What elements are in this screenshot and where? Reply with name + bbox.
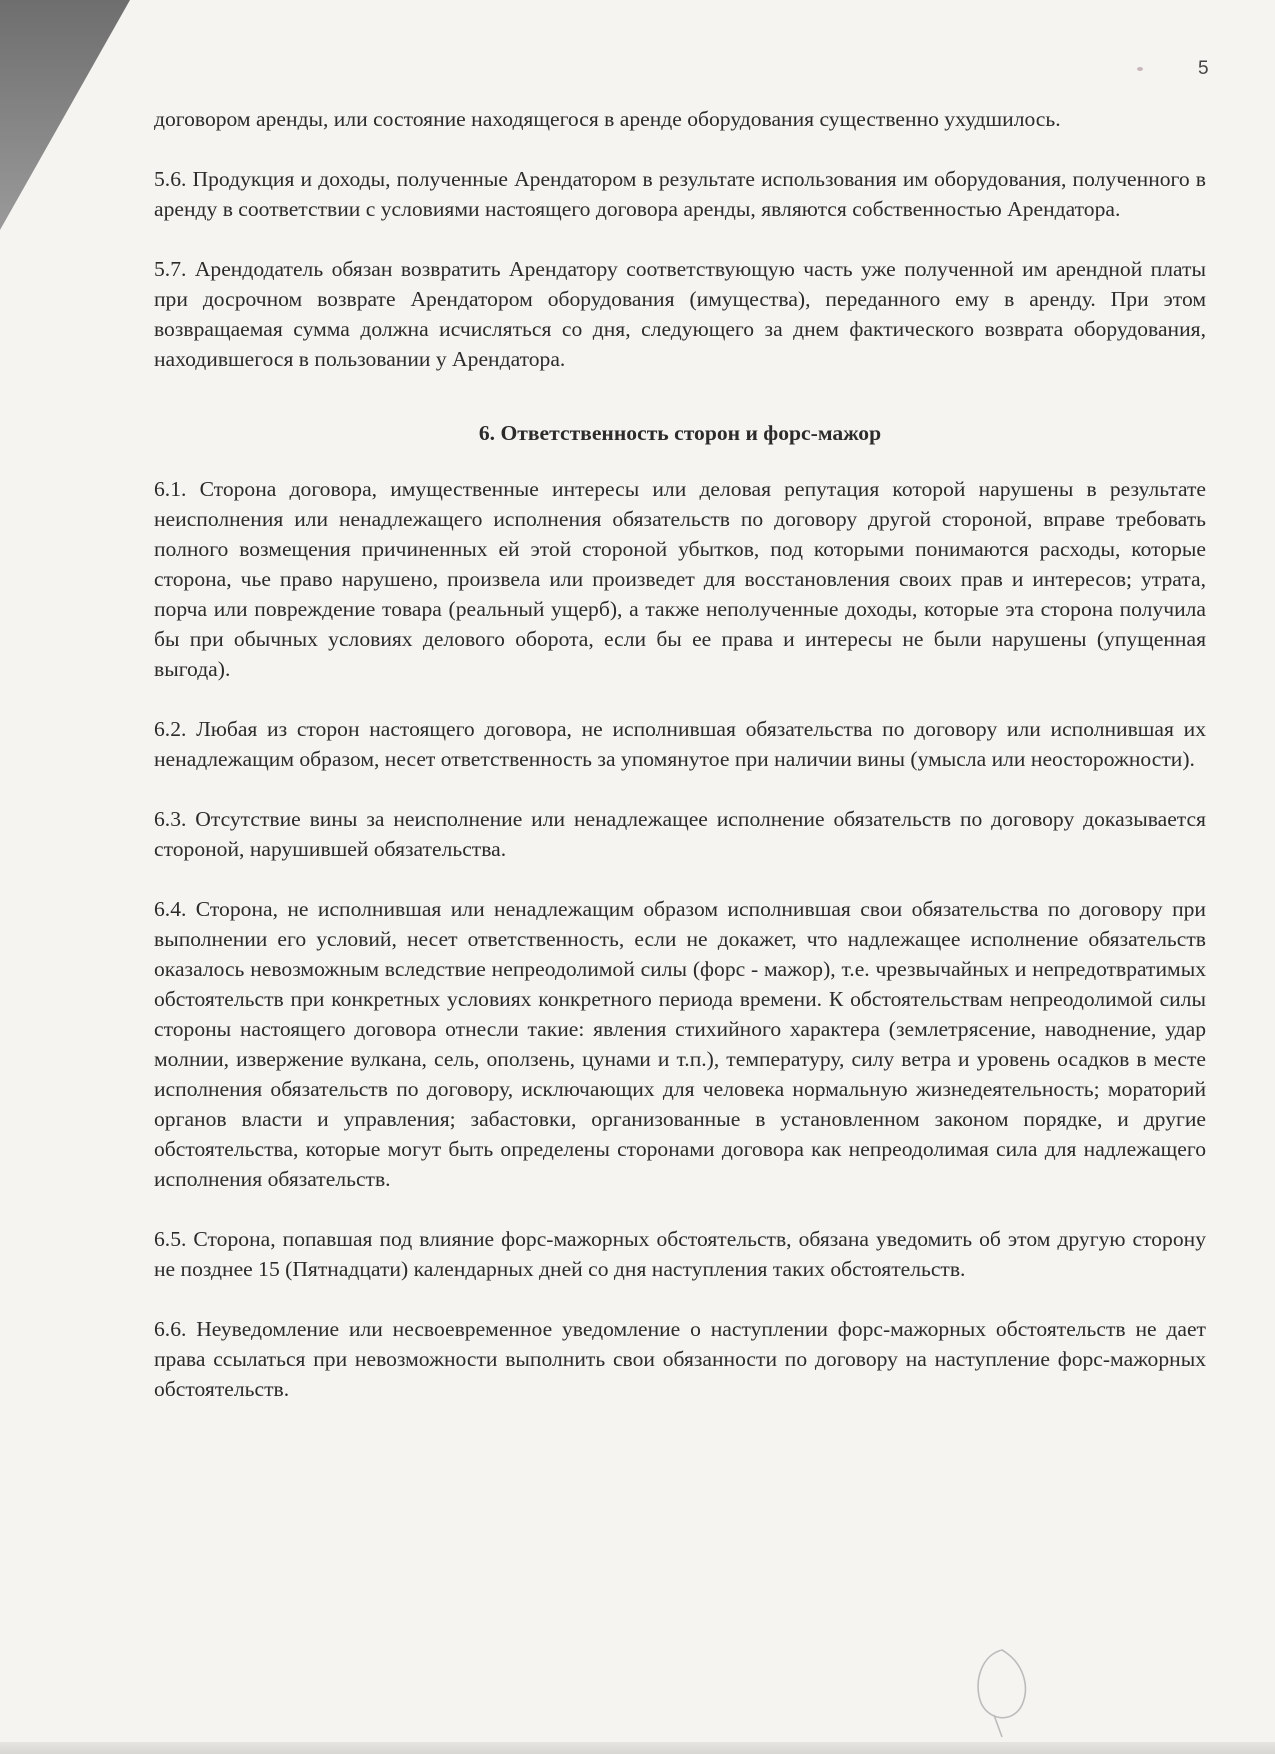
document-body — [154, 104, 1206, 1404]
paragraph-6-1: 6.1. Сторона договора, имущественные интересы или деловая репутация которой нарушены в результате неисполнения или ненадлежащего исполнения обязательств по договору другой стороной, вправе требовать полного возмещения причиненных ей этой стороной убытков, под которыми понимаются расходы, которые сторона, чье право нарушено, произвела или произведет для восстановления своих прав и интересов; утрата, порча или повреждение товара (реальный ущерб), а также неполученные доходы, которые эта сторона получила бы при обычных условиях делового оборота, если бы ее права и интересы не были нарушены (упущенная выгода). — [154, 477, 1206, 681]
scan-speck — [1137, 67, 1143, 71]
paragraph-6-2: 6.2. Любая из сторон настоящего договора, не исполнившая обязательства по договору или исполнившая их ненадлежащим образом, несет ответственность за упомянутое при наличии вины (умысла или неосторожности). — [154, 717, 1206, 771]
paragraph-6-3: 6.3. Отсутствие вины за неисполнение или ненадлежащее исполнение обязательств по договору доказывается стороной, нарушившей обязательства. — [154, 807, 1206, 861]
paragraph-6-5: 6.5. Сторона, попавшая под влияние форс-мажорных обстоятельств, обязана уведомить об этом другую сторону не позднее 15 (Пятнадцати) календарных дней со дня наступления таких обстоятельств. — [154, 1227, 1206, 1281]
section-heading: 6. Ответственность сторон и форс-мажор — [478, 421, 882, 445]
paragraph-6-4: 6.4. Сторона, не исполнившая или ненадлежащим образом исполнившая свои обязательства по договору при выполнении его условий, несет ответственность, если не докажет, что надлежащее исполнение обязательств оказалось невозможным вследствие непреодолимой силы (форс - мажор), т.е. чрезвычайных и непредотвратимых обстоятельств при конкретных условиях конкретного периода времени. К обстоятельствам непреодолимой силы стороны настоящего договора отнесли такие: явления стихийного характера (землетрясение, наводнение, удар молнии, извержение вулкана, сель, оползень, цунами и т.п.), температуру, силу ветра и уровень осадков в месте исполнения обязательств по договору, исключающих для человека нормальную жизнедеятельность; мораторий органов власти и управления; забастовки, организованные в установленном законом порядке, и другие обстоятельства, которые могут быть определены сторонами договора как непреодолимая сила для надлежащего исполнения обязательств. — [154, 897, 1206, 1191]
pen-mark-icon — [972, 1645, 1032, 1740]
scan-bottom-edge — [0, 1742, 1275, 1754]
paragraph-6-6: 6.6. Неуведомление или несвоевременное уведомление о наступлении форс-мажорных обстоятельств не дает права ссылаться при невозможности выполнить свои обязанности по договору на наступление форс-мажорных обстоятельств. — [154, 1317, 1206, 1401]
paragraph-5-5-continuation: договором аренды, или состояние находящегося в аренде оборудования существенно ухудшилось. — [154, 107, 1061, 131]
paragraph-5-7: 5.7. Арендодатель обязан возвратить Арендатору соответствующую часть уже полученной им арендной платы при досрочном возврате Арендатором оборудования (имущества), переданного ему в аренду. При этом возвращаемая сумма должна исчисляться со дня, следующего за днем фактического возврата оборудования, находившегося в пользовании у Арендатора. — [154, 257, 1206, 371]
page-number: 5 — [1198, 58, 1209, 79]
scan-corner-shadow — [0, 0, 130, 230]
paragraph-5-6: 5.6. Продукция и доходы, полученные Арендатором в результате использования им оборудования, полученного в аренду в соответствии с условиями настоящего договора аренды, являются собственностью Арендатора. — [154, 167, 1206, 221]
